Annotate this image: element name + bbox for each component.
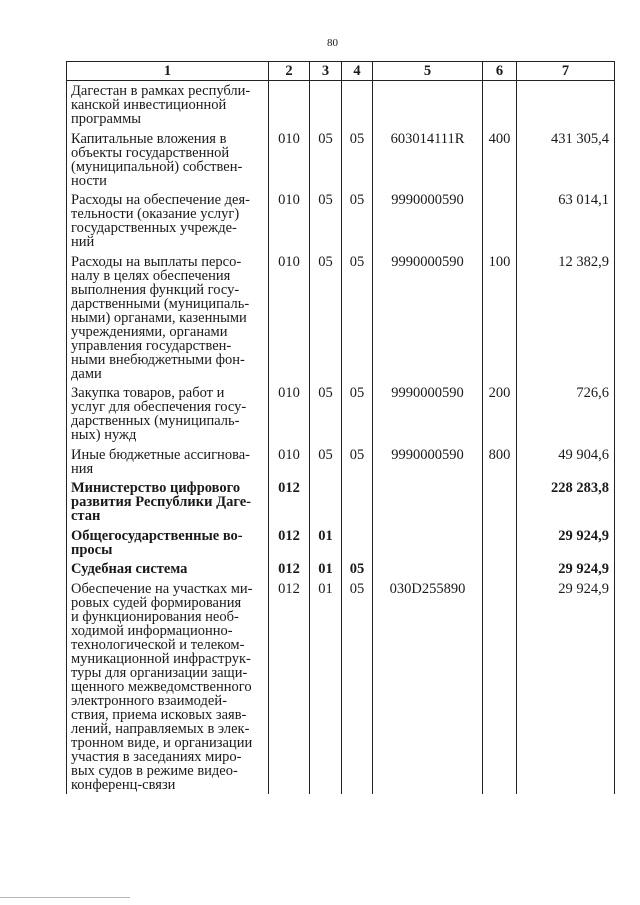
table-row	[67, 526, 615, 560]
header-col-2: 2	[269, 62, 310, 81]
row-label: Закупка товаров, работ и услуг для обеспечения госу- дарственных (муниципаль- ных) нужд	[67, 383, 269, 445]
section-code: 05	[310, 252, 342, 384]
expense-type-code: 800	[483, 445, 517, 479]
expense-type-code	[483, 190, 517, 252]
row-label: Капитальные вложения в объекты государственной (муниципальной) собствен- ности	[67, 129, 269, 191]
ministry-code: 012	[269, 559, 310, 579]
target-item-code: 030D255890	[373, 579, 483, 795]
ministry-code	[269, 81, 310, 129]
amount: 49 904,6	[517, 445, 615, 479]
row-label: Дагестан в рамках республи- канской инвестиционной программы	[67, 81, 269, 129]
table-row	[67, 478, 615, 526]
section-code: 05	[310, 383, 342, 445]
target-item-code	[373, 526, 483, 560]
subsection-code: 05	[342, 129, 373, 191]
table-row	[67, 383, 615, 445]
table-header-row	[67, 62, 615, 81]
ministry-code: 010	[269, 445, 310, 479]
table-row	[67, 190, 615, 252]
row-label: Обеспечение на участках ми- ровых судей формирования и функционирования необ- ходимой информационно- технологической и телеком- муникационной инфраструк- туры для организации защи- щенного межведомственного электронного взаимодей- ствия, приема исковых заяв- лений, направляемых в элек- тронном виде, и организации участия в заседаниях миро- вых судов в режиме видео- конференц-связи	[67, 579, 269, 795]
subsection-code: 05	[342, 445, 373, 479]
subsection-code: 05	[342, 383, 373, 445]
amount: 29 924,9	[517, 559, 615, 579]
header-col-6: 6	[483, 62, 517, 81]
section-code: 01	[310, 559, 342, 579]
header-col-3: 3	[310, 62, 342, 81]
amount: 29 924,9	[517, 579, 615, 795]
expense-type-code: 100	[483, 252, 517, 384]
amount: 726,6	[517, 383, 615, 445]
expense-type-code	[483, 526, 517, 560]
expense-type-code: 200	[483, 383, 517, 445]
ministry-code: 012	[269, 526, 310, 560]
target-item-code	[373, 559, 483, 579]
target-item-code: 603014111R	[373, 129, 483, 191]
table-row	[67, 445, 615, 479]
subsection-code	[342, 81, 373, 129]
budget-table	[66, 61, 615, 794]
ministry-code: 010	[269, 383, 310, 445]
table-row	[67, 559, 615, 579]
ministry-code: 010	[269, 252, 310, 384]
section-code: 05	[310, 129, 342, 191]
target-item-code: 9990000590	[373, 252, 483, 384]
row-label: Общегосударственные во- просы	[67, 526, 269, 560]
row-label: Министерство цифрового развития Республики Даге- стан	[67, 478, 269, 526]
expense-type-code	[483, 81, 517, 129]
table-row	[67, 252, 615, 384]
expense-type-code: 400	[483, 129, 517, 191]
target-item-code	[373, 81, 483, 129]
section-code: 01	[310, 526, 342, 560]
ministry-code: 010	[269, 190, 310, 252]
section-code: 05	[310, 445, 342, 479]
header-col-4: 4	[342, 62, 373, 81]
subsection-code: 05	[342, 190, 373, 252]
section-code: 01	[310, 579, 342, 795]
expense-type-code	[483, 559, 517, 579]
row-label: Расходы на обеспечение дея- тельности (оказание услуг) государственных учрежде- ний	[67, 190, 269, 252]
amount: 228 283,8	[517, 478, 615, 526]
page-number: 80	[327, 37, 338, 49]
subsection-code: 05	[342, 579, 373, 795]
expense-type-code	[483, 579, 517, 795]
header-col-1: 1	[67, 62, 269, 81]
amount	[517, 81, 615, 129]
section-code	[310, 81, 342, 129]
target-item-code	[373, 478, 483, 526]
ministry-code: 012	[269, 478, 310, 526]
amount: 12 382,9	[517, 252, 615, 384]
amount: 63 014,1	[517, 190, 615, 252]
target-item-code: 9990000590	[373, 190, 483, 252]
amount: 29 924,9	[517, 526, 615, 560]
row-label: Расходы на выплаты персо- налу в целях обеспечения выполнения функций госу- дарственными (муниципаль- ными) органами, казенными учреждениями, органами управления государствен- ными внебюджетными фон- дами	[67, 252, 269, 384]
ministry-code: 012	[269, 579, 310, 795]
header-col-5: 5	[373, 62, 483, 81]
expense-type-code	[483, 478, 517, 526]
target-item-code: 9990000590	[373, 445, 483, 479]
header-col-7: 7	[517, 62, 615, 81]
section-code	[310, 478, 342, 526]
subsection-code: 05	[342, 252, 373, 384]
amount: 431 305,4	[517, 129, 615, 191]
table-row	[67, 579, 615, 795]
scan-edge-line	[0, 897, 130, 898]
table-row	[67, 129, 615, 191]
row-label: Иные бюджетные ассигнова- ния	[67, 445, 269, 479]
row-label: Судебная система	[67, 559, 269, 579]
subsection-code	[342, 478, 373, 526]
ministry-code: 010	[269, 129, 310, 191]
subsection-code: 05	[342, 559, 373, 579]
table-row	[67, 81, 615, 129]
section-code: 05	[310, 190, 342, 252]
subsection-code	[342, 526, 373, 560]
target-item-code: 9990000590	[373, 383, 483, 445]
